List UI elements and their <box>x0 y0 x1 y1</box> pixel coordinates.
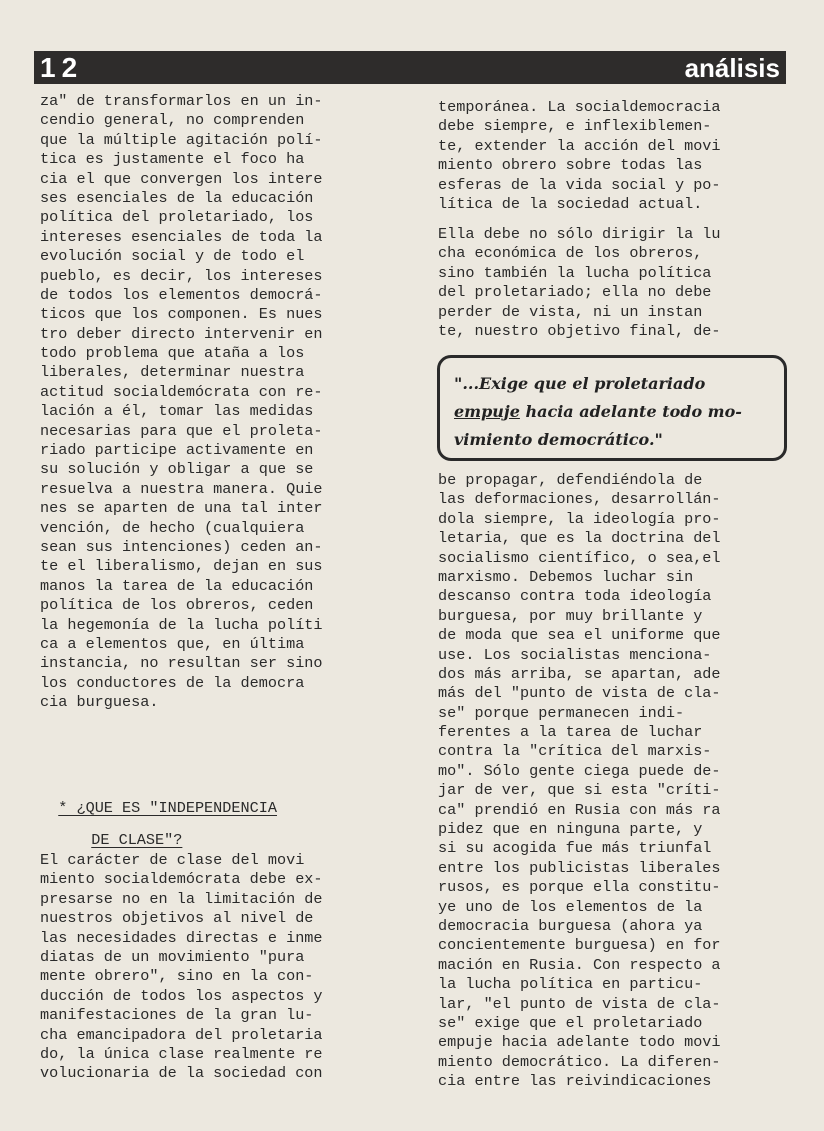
left-paragraph-2-line: mente obrero", sino en la con- <box>40 967 314 986</box>
right-paragraph-1-line: lítica de la sociedad actual. <box>438 194 703 213</box>
left-paragraph-1-line: cia burguesa. <box>40 693 159 712</box>
left-paragraph-1-line: za" de transformarlos en un in- <box>40 92 323 110</box>
left-column-paragraph-2 <box>40 851 406 1084</box>
right-column-paragraph-2 <box>438 225 804 341</box>
right-paragraph-3-line: contra la "crítica del marxis- <box>438 742 712 761</box>
left-paragraph-1-line: ses esenciales de la educación <box>40 188 314 207</box>
right-paragraph-3-line: cia entre las reivindicaciones <box>438 1072 712 1091</box>
right-paragraph-3-line: letaria, que es la doctrina del <box>438 529 721 548</box>
left-paragraph-2-line: ducción de todos los aspectos y <box>40 986 323 1005</box>
right-paragraph-3-line: mación en Rusia. Con respecto a <box>438 955 721 974</box>
right-paragraph-3-line: entre los publicistas liberales <box>438 858 721 877</box>
left-paragraph-2-line: cha emancipadora del proletaria <box>40 1025 323 1044</box>
right-paragraph-2-line: perder de vista, ni un instan <box>438 302 703 321</box>
right-paragraph-3-line: dos más arriba, se apartan, ade <box>438 664 721 683</box>
heading-line-2-text: DE CLASE"? <box>91 831 183 849</box>
left-paragraph-1-line: los conductores de la democra <box>40 673 305 692</box>
right-paragraph-3-line: empuje hacia adelante todo movi <box>438 1033 721 1052</box>
left-paragraph-2-line: nuestros objetivos al nivel de <box>40 909 314 928</box>
left-paragraph-1-line: liberales, determinar nuestra <box>40 363 305 382</box>
right-column-paragraph-3 <box>438 471 804 1092</box>
left-paragraph-1-line: pueblo, es decir, los intereses <box>40 266 323 285</box>
right-paragraph-3-line: ye uno de los elementos de la <box>438 897 703 916</box>
left-paragraph-1-line: vención, de hecho (cualquiera <box>40 518 305 537</box>
left-paragraph-1-line: ca a elementos que, en última <box>40 634 305 653</box>
header-bar <box>34 51 786 84</box>
right-paragraph-3-line: se" porque permanecen indi- <box>438 703 685 722</box>
left-paragraph-2-line: El carácter de clase del movi <box>40 851 305 869</box>
right-paragraph-3-line: se" exige que el proletariado <box>438 1013 703 1032</box>
left-paragraph-1-line: todo problema que ataña a los <box>40 344 305 363</box>
left-paragraph-1-line: que la múltiple agitación polí- <box>40 130 323 149</box>
right-paragraph-3-line: descanso contra toda ideología <box>438 587 712 606</box>
right-paragraph-2-line: te, nuestro objetivo final, de- <box>438 321 721 340</box>
right-paragraph-3-line: las deformaciones, desarrollán- <box>438 490 721 509</box>
right-paragraph-3-line: más del "punto de vista de cla- <box>438 684 721 703</box>
left-paragraph-2-line: diatas de un movimiento "pura <box>40 947 305 966</box>
left-paragraph-2-line: volucionaria de la sociedad con <box>40 1064 323 1083</box>
right-paragraph-3-line: miento democrático. La diferen- <box>438 1052 721 1071</box>
left-paragraph-1-line: tro deber directo intervenir en <box>40 324 323 343</box>
right-paragraph-2-line: sino también la lucha política <box>438 263 712 282</box>
left-paragraph-1-line: resuelva a nuestra manera. Quie <box>40 479 323 498</box>
right-paragraph-3-line: la lucha política en particu- <box>438 975 703 994</box>
left-paragraph-2-line: miento socialdemócrata debe ex- <box>40 870 323 889</box>
right-paragraph-1-line: miento obrero sobre todas las <box>438 156 703 175</box>
right-paragraph-3-line: dola siempre, la ideología pro- <box>438 509 721 528</box>
right-paragraph-3-line: socialismo científico, o sea,el <box>438 548 721 567</box>
right-paragraph-3-line: pidez que en ninguna parte, y <box>438 820 703 839</box>
right-paragraph-1-line: te, extender la acción del movi <box>438 136 721 155</box>
right-paragraph-1-line: esferas de la vida social y po- <box>438 175 721 194</box>
right-paragraph-2-line: Ella debe no sólo dirigir la lu <box>438 225 721 243</box>
right-paragraph-1-line: temporánea. La socialdemocracia <box>438 98 721 116</box>
section-heading-line-2 <box>73 813 182 849</box>
right-paragraph-3-line: ferentes a la tarea de luchar <box>438 723 703 742</box>
pull-quote-line-2-rest: hacia adelante todo mo- <box>519 402 742 421</box>
right-column-paragraph-1 <box>438 98 804 214</box>
left-paragraph-1-line: nes se aparten de una tal inter <box>40 499 323 518</box>
right-paragraph-3-line: burguesa, por muy brillante y <box>438 606 703 625</box>
right-paragraph-3-line: use. Los socialistas menciona- <box>438 645 712 664</box>
right-paragraph-3-line: si su acogida fue más triunfal <box>438 839 712 858</box>
pull-quote-box <box>437 355 787 461</box>
left-paragraph-1-line: cia el que convergen los intere <box>40 169 323 188</box>
right-paragraph-3-line: democracia burguesa (ahora ya <box>438 916 703 935</box>
pull-quote-line-3: vimiento democrático." <box>454 430 663 449</box>
right-paragraph-3-line: be propagar, defendiéndola de <box>438 471 703 489</box>
left-column-paragraph-1 <box>40 92 406 713</box>
pull-quote-emphasis: empuje <box>454 402 520 421</box>
left-paragraph-1-line: ticos que los componen. Es nues <box>40 305 323 324</box>
right-paragraph-3-line: marxismo. Debemos luchar sin <box>438 567 694 586</box>
left-paragraph-1-line: la hegemonía de la lucha políti <box>40 615 323 634</box>
right-paragraph-3-line: de moda que sea el uniforme que <box>438 626 721 645</box>
pull-quote-line-1: "...Exige que el proletariado <box>454 374 706 393</box>
section-heading-line-1 <box>40 781 277 817</box>
right-paragraph-3-line: mo". Sólo gente ciega puede de- <box>438 761 721 780</box>
page-number: 12 <box>40 52 84 83</box>
left-paragraph-1-line: tica es justamente el foco ha <box>40 150 305 169</box>
right-paragraph-2-line: cha económica de los obreros, <box>438 244 703 263</box>
left-paragraph-1-line: manos la tarea de la educación <box>40 576 314 595</box>
left-paragraph-1-line: riado participe activamente en <box>40 441 314 460</box>
left-paragraph-1-line: actitud socialdemócrata con re- <box>40 382 323 401</box>
pull-quote-line-2 <box>454 398 770 426</box>
left-paragraph-1-line: necesarias para que el proleta- <box>40 421 323 440</box>
right-paragraph-3-line: lar, "el punto de vista de cla- <box>438 994 721 1013</box>
left-paragraph-2-line: manifestaciones de la gran lu- <box>40 1006 314 1025</box>
right-paragraph-3-line: jar de ver, que si esta "críti- <box>438 781 721 800</box>
right-paragraph-3-line: rusos, es porque ella constitu- <box>438 878 721 897</box>
right-paragraph-2-line: del proletariado; ella no debe <box>438 283 712 302</box>
left-paragraph-2-line: do, la única clase realmente re <box>40 1044 323 1063</box>
left-paragraph-1-line: te el liberalismo, dejan en sus <box>40 557 323 576</box>
right-paragraph-3-line: concientemente burguesa) en for <box>438 936 721 955</box>
left-paragraph-1-line: instancia, no resultan ser sino <box>40 654 323 673</box>
left-paragraph-1-line: sean sus intenciones) ceden an- <box>40 537 323 556</box>
left-paragraph-2-line: presarse no en la limitación de <box>40 889 323 908</box>
left-paragraph-2-line: las necesidades directas e inme <box>40 928 323 947</box>
left-paragraph-1-line: lación a él, tomar las medidas <box>40 402 314 421</box>
left-paragraph-1-line: intereses esenciales de toda la <box>40 227 323 246</box>
left-paragraph-1-line: su solución y obligar a que se <box>40 460 314 479</box>
heading-line-1-text: * ¿QUE ES "INDEPENDENCIA <box>58 799 277 817</box>
section-label: análisis <box>684 53 780 83</box>
right-paragraph-1-line: debe siempre, e inflexiblemen- <box>438 117 712 136</box>
left-paragraph-1-line: cendio general, no comprenden <box>40 111 305 130</box>
left-paragraph-1-line: política del proletariado, los <box>40 208 314 227</box>
left-paragraph-1-line: política de los obreros, ceden <box>40 596 314 615</box>
right-paragraph-3-line: ca" prendió en Rusia con más ra <box>438 800 721 819</box>
left-paragraph-1-line: de todos los elementos democrá- <box>40 285 323 304</box>
left-paragraph-1-line: evolución social y de todo el <box>40 247 305 266</box>
